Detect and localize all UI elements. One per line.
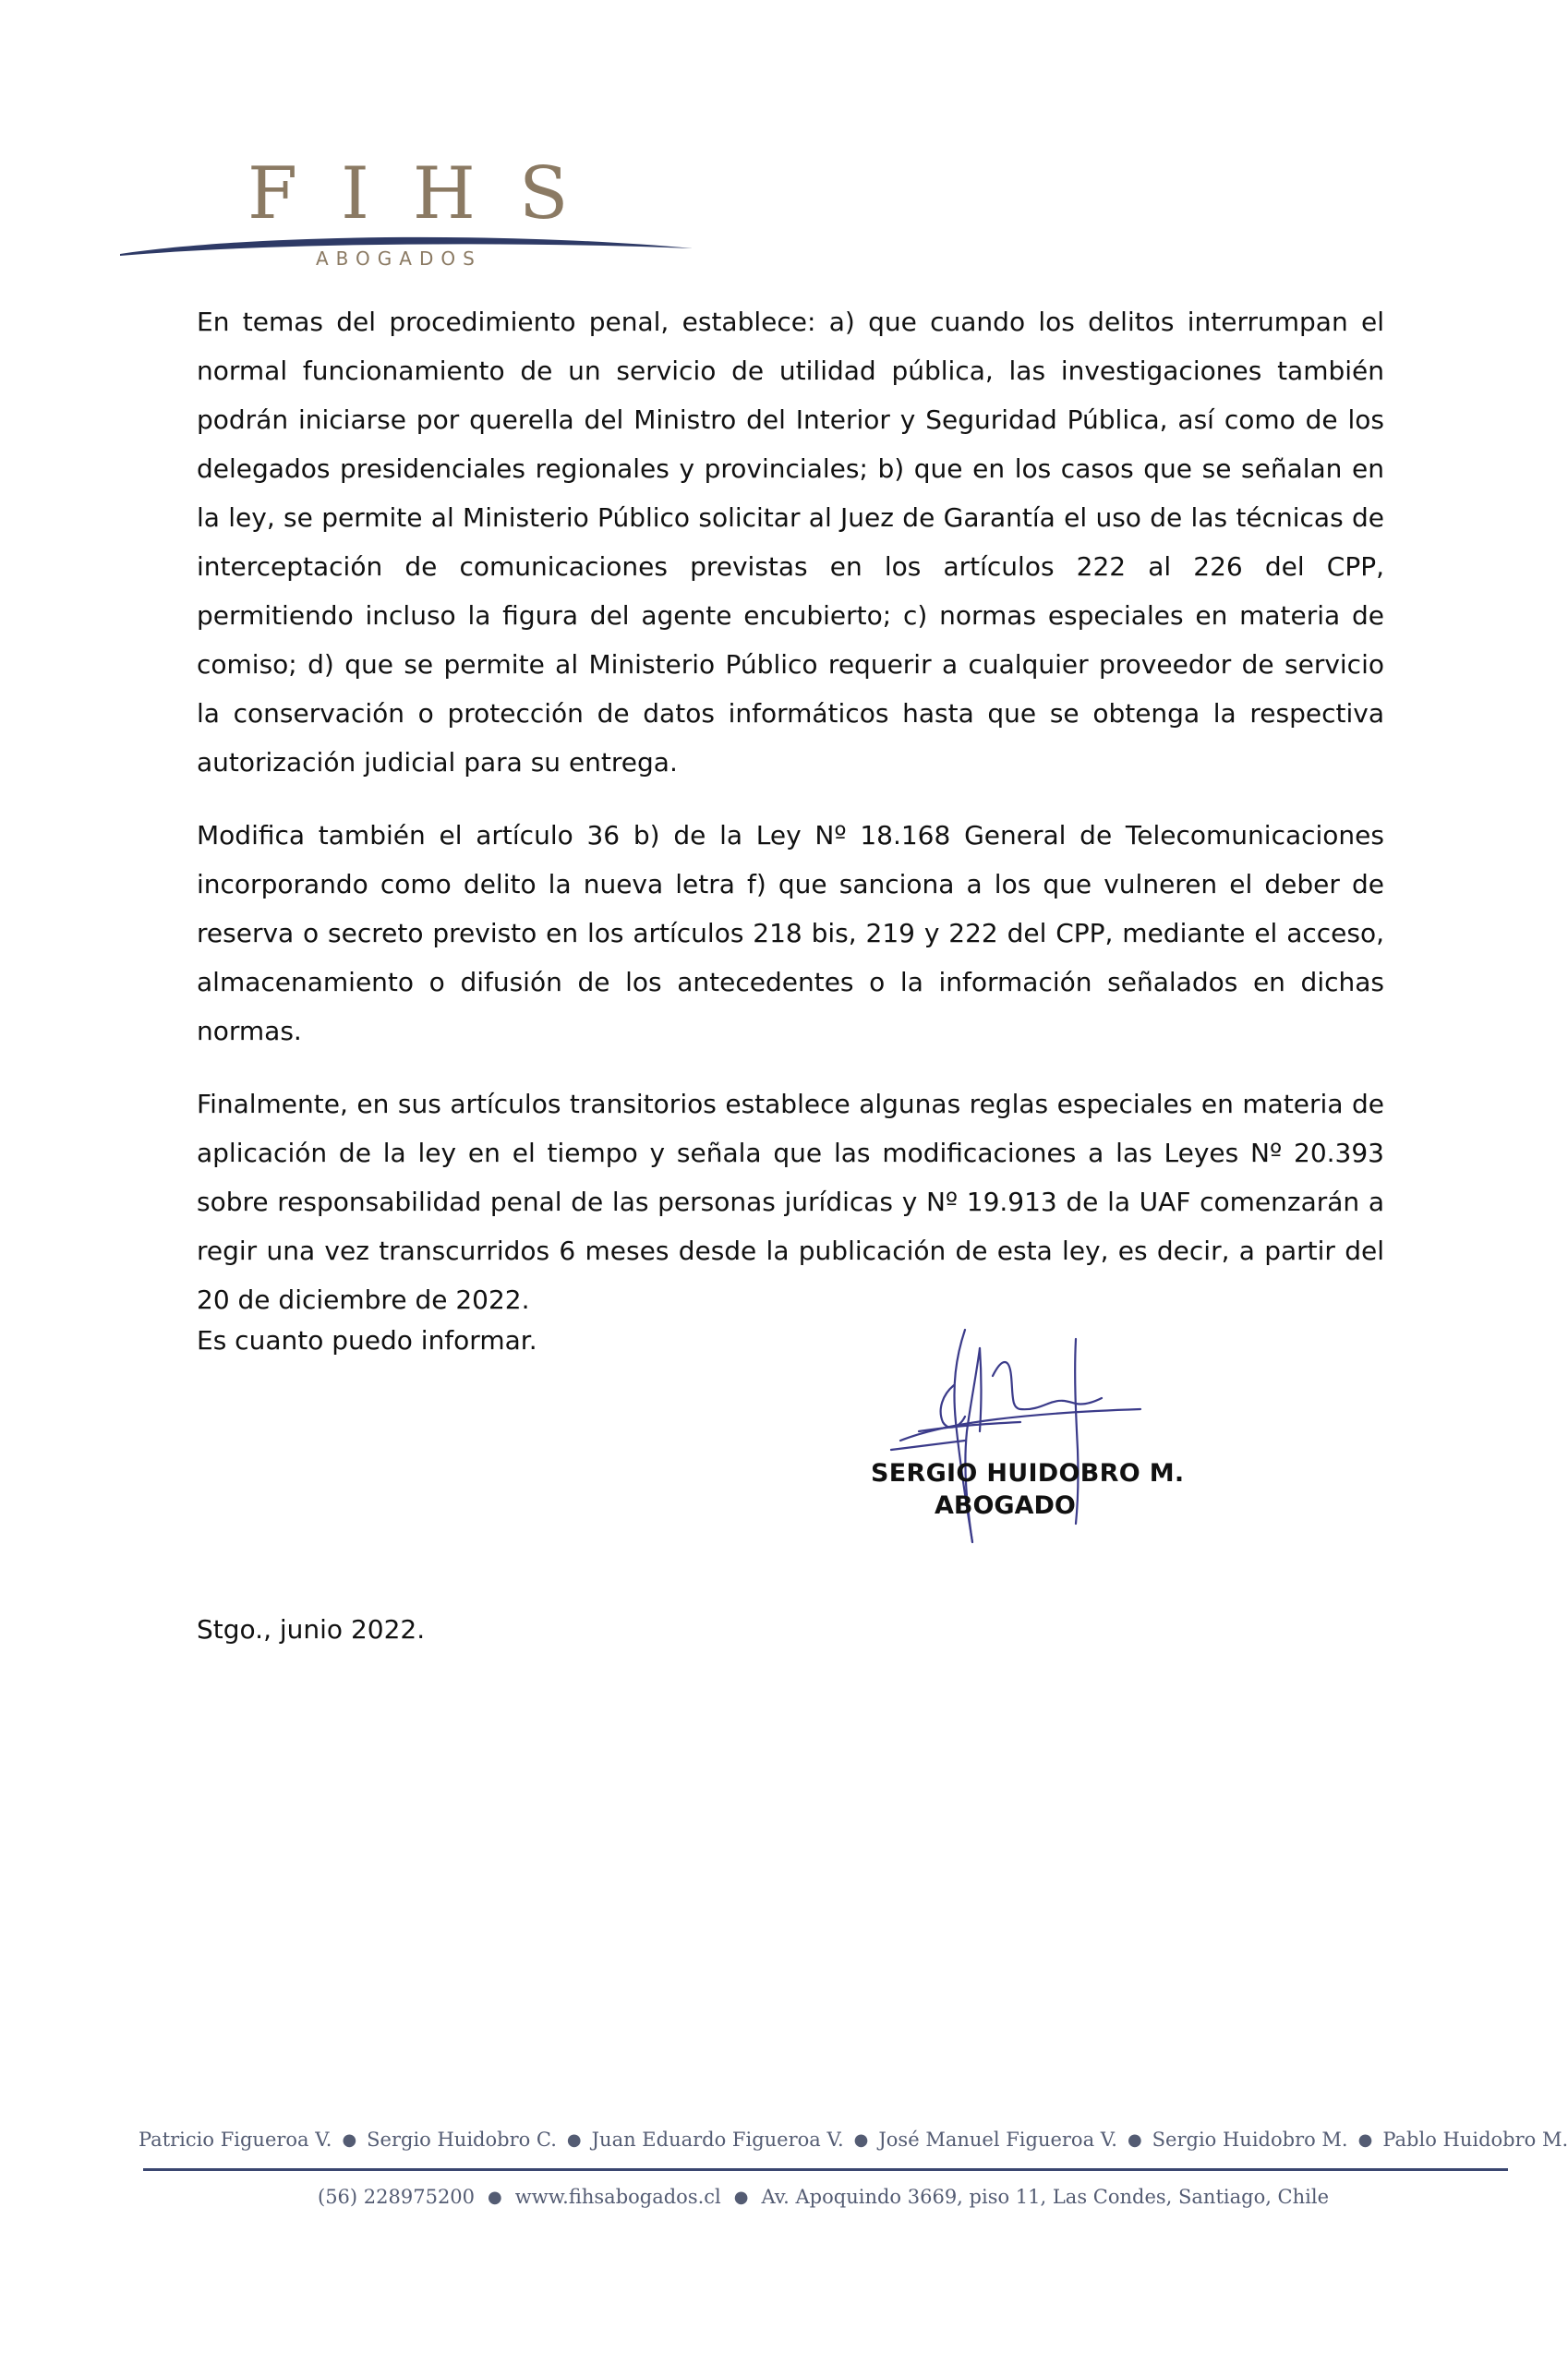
signatory-title: ABOGADO (935, 1491, 1076, 1520)
footer-partner: Juan Eduardo Figueroa V. (591, 2129, 844, 2151)
bullet-separator-icon: ● (566, 2129, 582, 2150)
footer-address: Av. Apoquindo 3669, piso 11, Las Condes, Santiago, Chile (761, 2186, 1330, 2208)
paragraph-transitory: Finalmente, en sus artículos transitorios establece algunas reglas especiales en materia de aplicación de la ley en el tiempo y señala que las modificaciones a las Leyes Nº 20.393 sobre responsabilidad penal de las personas jurídicas y Nº 19.913 de la UAF comenzarán a regir una vez transcurridos 6 meses desde la publicación de esta ley, es decir, a partir del 20 de diciembre de 2022. (197, 1089, 1384, 1315)
date-line: Stgo., junio 2022. (197, 1614, 426, 1645)
logo-subtitle: ABOGADOS (316, 247, 482, 270)
letter-body (197, 297, 1384, 1348)
footer-partners (139, 2129, 1568, 2151)
footer-partner: Patricio Figueroa V. (139, 2129, 332, 2151)
footer-phone: (56) 228975200 (318, 2186, 476, 2208)
bullet-separator-icon: ● (488, 2187, 502, 2207)
footer-contact (318, 2186, 1329, 2208)
footer-partner: José Manuel Figueroa V. (878, 2129, 1117, 2151)
footer-partner: Sergio Huidobro C. (367, 2129, 557, 2151)
footer-divider (143, 2168, 1508, 2171)
footer-partner: Pablo Huidobro M. (1382, 2129, 1568, 2151)
bullet-separator-icon: ● (733, 2187, 749, 2207)
signature-block (863, 1321, 1185, 1570)
bullet-separator-icon: ● (1357, 2129, 1373, 2150)
bullet-separator-icon: ● (853, 2129, 869, 2150)
paragraph-telecom-law: Modifica también el artículo 36 b) de la Ley Nº 18.168 General de Telecomunicaciones incorporando como delito la nueva letra f) que sanciona a los que vulneren el deber de reserva o secreto previsto en los artículos 218 bis, 219 y 222 del CPP, mediante el acceso, almacenamiento o difusión de los antecedentes o la información señalados en dichas normas. (197, 820, 1384, 1046)
footer-website-link[interactable]: www.fihsabogados.cl (514, 2186, 721, 2208)
closing-line: Es cuanto puedo informar. (197, 1325, 537, 1356)
bullet-separator-icon: ● (1127, 2129, 1142, 2150)
paragraph-procedure: En temas del procedimiento penal, establece: a) que cuando los delitos interrumpan el normal funcionamiento de un servicio de utilidad pública, las investigaciones también podrán iniciarse por querella del Ministro del Interior y Seguridad Pública, así como de los delegados presidenciales regionales y provinciales; b) que en los casos que se señalan en la ley, se permite al Ministerio Público solicitar al Juez de Garantía el uso de las técnicas de interceptación de comunicaciones previstas en los artículos 222 al 226 del CPP, permitiendo incluso la figura del agente encubierto; c) normas especiales en materia de comiso; d) que se permite al Ministerio Público requerir a cualquier proveedor de servicio la conservación o protección de datos informáticos hasta que se obtenga la respectiva autorización judicial para su entrega. (197, 307, 1384, 778)
signatory-name: SERGIO HUIDOBRO M. (871, 1459, 1185, 1488)
bullet-separator-icon: ● (342, 2129, 357, 2150)
letterhead-logo (120, 152, 693, 282)
handwritten-signature (863, 1321, 1159, 1570)
logo-wordmark: FIHS (247, 152, 612, 235)
footer-partner: Sergio Huidobro M. (1152, 2129, 1348, 2151)
